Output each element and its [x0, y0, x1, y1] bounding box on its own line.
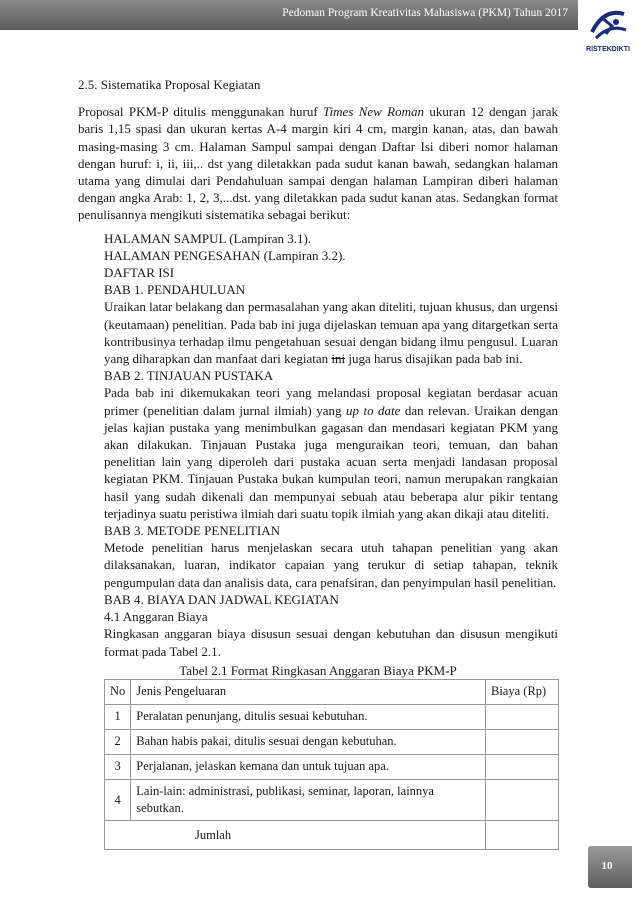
header-no: No: [105, 679, 131, 704]
row-no: 1: [105, 704, 131, 729]
header-cost: Biaya (Rp): [486, 679, 559, 704]
row-cost: [486, 729, 559, 754]
logo-emblem-icon: [582, 2, 634, 46]
intro-text-a: Proposal PKM-P ditulis menggunakan huruf: [78, 104, 324, 120]
table-caption: Tabel 2.1 Format Ringkasan Anggaran Biaya PKM-P: [179, 662, 457, 678]
font-name: Times New Roman: [323, 104, 425, 120]
header-title: Pedoman Program Kreativitas Mahasiswa (PKM) Tahun 2017: [282, 7, 568, 19]
row-no: 4: [105, 779, 131, 820]
struck-word: ini: [331, 351, 346, 367]
row-no: 3: [105, 754, 131, 779]
total-cost: [486, 821, 559, 850]
bab1-title: BAB 1. PENDAHULUAN: [104, 282, 246, 298]
bab2-title: BAB 2. TINJAUAN PUSTAKA: [104, 368, 274, 384]
row-cost: [486, 704, 559, 729]
table-header-row: [105, 679, 559, 704]
table-row: [105, 729, 559, 754]
outline-toc: DAFTAR ISI: [104, 265, 175, 281]
table-row: [105, 754, 559, 779]
bab3-title: BAB 3. METODE PENELITIAN: [104, 523, 280, 539]
outline-cover: HALAMAN SAMPUL (Lampiran 3.1).: [104, 230, 312, 246]
bab4-title: BAB 4. BIAYA DAN JADWAL KEGIATAN: [104, 591, 339, 607]
total-label: Jumlah: [105, 821, 486, 850]
table-total-row: [105, 821, 559, 850]
logo-text: RISTEKDIKTI: [586, 46, 630, 53]
intro-paragraph: [78, 103, 558, 223]
row-item: Perjalanan, jelaskan kemana dan untuk tujuan apa.: [131, 754, 486, 779]
header-item: Jenis Pengeluaran: [131, 679, 486, 704]
subsection-4-1-title: 4.1 Anggaran Biaya: [104, 609, 208, 625]
table-row: [105, 704, 559, 729]
intro-text-b: ukuran 12 dengan jarak baris 1,15 spasi dan ukuran kertas A-4 margin kiri 4 cm, margin kanan, atas, dan bawah masing-masing 3 cm. Halaman Sampul sampai dengan Daftar Isi diberi nomor halaman dengan huruf: i, ii, iii,.. dst yang diletakkan pada sudut kanan bawah, sedangkan halaman utama yang dimulai dari Pendahuluan sampai dengan halaman Lampiran diberi halaman dengan angka Arab: 1, 2, 3,...dst. yang diletakkan pada sudut kanan atas. Sedangkan format penulisannya mengikuti sistematika sebagai berikut:: [78, 104, 558, 223]
row-item: Peralatan penunjang, ditulis sesuai kebutuhan.: [131, 704, 486, 729]
row-no: 2: [105, 729, 131, 754]
bab2-description: Pada bab ini dikemukakan teori yang melandasi proposal kegiatan berdasar acuan primer (penelitian dalam jurnal ilmiah) yang up to date dan relevan. Uraikan dengan jelas kajian pustaka yang menimbulkan gagasan dan mendasari kegiatan PKM yang akan dilakukan. Tinjauan Pustaka juga menguraikan teori, temuan, dan bahan penelitian lain yang diperoleh dari pustaka acuan serta menjadi landasan proposal kegiatan PKM. Tinjauan Pustaka bukan kumpulan teori, namun merupakan rangkaian hasil yang sudah dikenali dan mempunyai sebuah atau beberapa alur pikir tentang terjadinya suatu peristiwa ilmiah dari suatu topik ilmiah yang akan dikaji atau diteliti.: [104, 385, 558, 521]
header-bar: [0, 0, 578, 30]
ristekdikti-logo: [582, 2, 634, 58]
outline-approval: HALAMAN PENGESAHAN (Lampiran 3.2).: [104, 247, 346, 263]
section-heading: 2.5. Sistematika Proposal Kegiatan: [78, 77, 261, 92]
row-item: Lain-lain: administrasi, publikasi, seminar, laporan, lainnya sebutkan.: [131, 779, 486, 820]
page-number-badge: [588, 846, 632, 888]
page-number: 10: [601, 860, 613, 872]
budget-table: [104, 679, 559, 850]
table-row: [105, 779, 559, 820]
bab1-description: Uraikan latar belakang dan permasalahan yang akan diteliti, tujuan khusus, dan urgensi (keutamaan) penelitian. Pada bab ini juga dijelaskan temuan apa yang ditargetkan serta kontribusinya terhadap ilmu pengetahuan sesuai dengan bidang ilmu pengusul. Luaran yang diharapkan dan manfaat dari kegiatan ini juga harus disajikan pada bab ini.: [104, 299, 558, 367]
document-content: [78, 60, 558, 850]
row-cost: [486, 779, 559, 820]
bab3-description: Metode penelitian harus menjelaskan secara utuh tahapan penelitian yang akan dilaksanakan, luaran, indikator capaian yang terukur di setiap tahapan, teknik pengumpulan data dan analisis data, cara penafsiran, dan penyimpulan hasil penelitian.: [104, 540, 558, 590]
subsection-4-1-description: Ringkasan anggaran biaya disusun sesuai dengan kebutuhan dan disusun mengikuti format pada Tabel 2.1.: [104, 626, 558, 659]
row-cost: [486, 754, 559, 779]
outline-list: [78, 230, 558, 660]
row-item: Bahan habis pakai, ditulis sesuai dengan kebutuhan.: [131, 729, 486, 754]
italic-phrase: up to date: [345, 402, 401, 418]
